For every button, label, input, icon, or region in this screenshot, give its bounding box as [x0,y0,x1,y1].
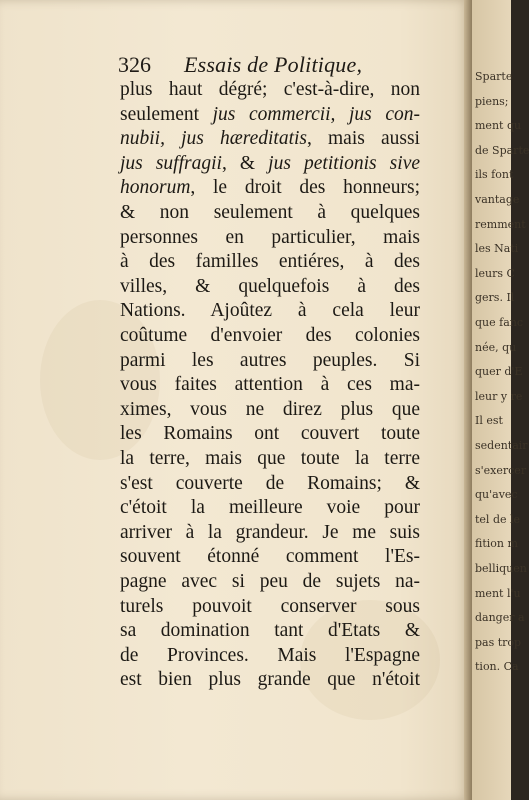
text-segment: les Romains ont couvert toute [120,423,420,445]
adjacent-page-line: née, qu [475,340,517,354]
page-number: 326 [118,52,151,77]
italic-text: honorum [120,177,191,199]
adjacent-page-line: tion. Ca [475,660,519,674]
adjacent-page-line: fition m [475,537,518,551]
text-line [120,644,420,668]
adjacent-page-line: s'exercer [475,463,527,477]
adjacent-page-line: qu'avec [475,488,518,502]
adjacent-page-line: ils font [475,168,514,182]
adjacent-page-line: les Nati [475,242,519,256]
adjacent-page-line: pas trop [475,635,522,649]
adjacent-page-line: danger a [475,611,525,625]
text-line [120,668,420,692]
text-line [120,570,420,594]
adjacent-page-line: piens; [475,94,509,108]
text-segment: , & [221,152,269,174]
adjacent-page-line: sedentair [475,439,528,452]
text-segment: , le droit des honneurs; [190,177,420,199]
adjacent-page-line: Il est [475,414,503,428]
text-line [120,447,420,471]
text-segment: ximes, vous ne direz plus que [120,398,420,420]
text-segment: coûtume d'envoier des colonies [120,325,420,346]
adjacent-page-line: leur y re [475,389,523,403]
text-line [120,619,420,643]
text-line [120,472,420,496]
adjacent-page-line: tel de le [475,512,521,526]
text-segment: la terre, mais que toute la terre [120,448,420,469]
adjacent-page-line: quer d'E [475,365,523,379]
text-line [120,521,420,545]
text-line [120,127,420,151]
text-line [120,349,420,373]
text-segment: vous faites attention à ces ma- [120,374,420,396]
text-line [120,152,420,176]
text-segment: arriver à la grandeur. Je me suis [120,521,420,543]
adjacent-page-line: remment [475,217,526,231]
text-line [120,275,420,299]
adjacent-page-line: vantage [475,193,520,206]
text-line [120,545,420,569]
adjacent-page-line: que fanc [475,316,524,329]
text-line [120,226,420,250]
text-segment: pagne avec si peu de sujets na- [120,571,420,592]
italic-text: jus commercii, jus con- [212,103,420,125]
text-segment: turels pouvoit conserver sous [120,595,420,617]
text-segment: s'est couverte de Romains; & [120,472,420,494]
italic-text: nubii, jus hæreditatis [120,128,308,150]
running-title: Essais de Politique, [184,52,363,77]
text-segment: personnes en particulier, mais [120,226,420,248]
text-line [120,496,420,520]
text-segment: Nations. Ajoûtez à cela leur [120,300,420,322]
text-segment: , mais aussi [307,128,420,150]
text-line [120,78,420,102]
text-segment: est bien plus grande que n'étoit [120,669,420,691]
adjacent-page-line: leurs C [475,266,515,280]
adjacent-page-line: de Sparte [475,143,529,157]
text-line [120,398,420,422]
text-line [120,422,420,446]
adjacent-page-line: belliquen [475,562,527,575]
page-gutter-edge [464,0,472,800]
text-segment: seulement [120,103,213,125]
text-line [120,299,420,323]
text-line [120,250,420,274]
text-segment: souvent étonné comment l'Es- [120,546,420,568]
adjacent-page-line: ment qu [475,119,522,133]
adjacent-page-line: Sparte [475,70,513,83]
text-segment: plus haut dégré; c'est-à-dire, non [120,79,420,100]
text-line [120,595,420,619]
italic-text: jus suffragii [120,152,222,174]
text-line [120,176,420,200]
text-segment: c'étoit la meilleure voie pour [120,497,420,519]
text-line [120,324,420,348]
text-line [120,373,420,397]
text-segment: villes, & quelquefois à des [120,275,420,297]
text-segment: sa domination tant d'Etats & [120,620,420,642]
adjacent-page-strip [472,0,529,800]
text-segment: à des familles entiéres, à des [120,251,420,273]
text-segment: & non seulement à quelques [120,202,420,223]
text-line [120,201,420,225]
italic-text: jus petitionis sive [268,152,421,174]
text-segment: de Provinces. Mais l'Espagne [120,644,420,666]
text-line [120,103,420,127]
page-header [118,52,413,78]
adjacent-page-line: gers. Il [475,291,515,305]
text-segment: parmi les autres peuples. Si [120,349,420,371]
adjacent-page-line: ment l'u [475,586,521,600]
